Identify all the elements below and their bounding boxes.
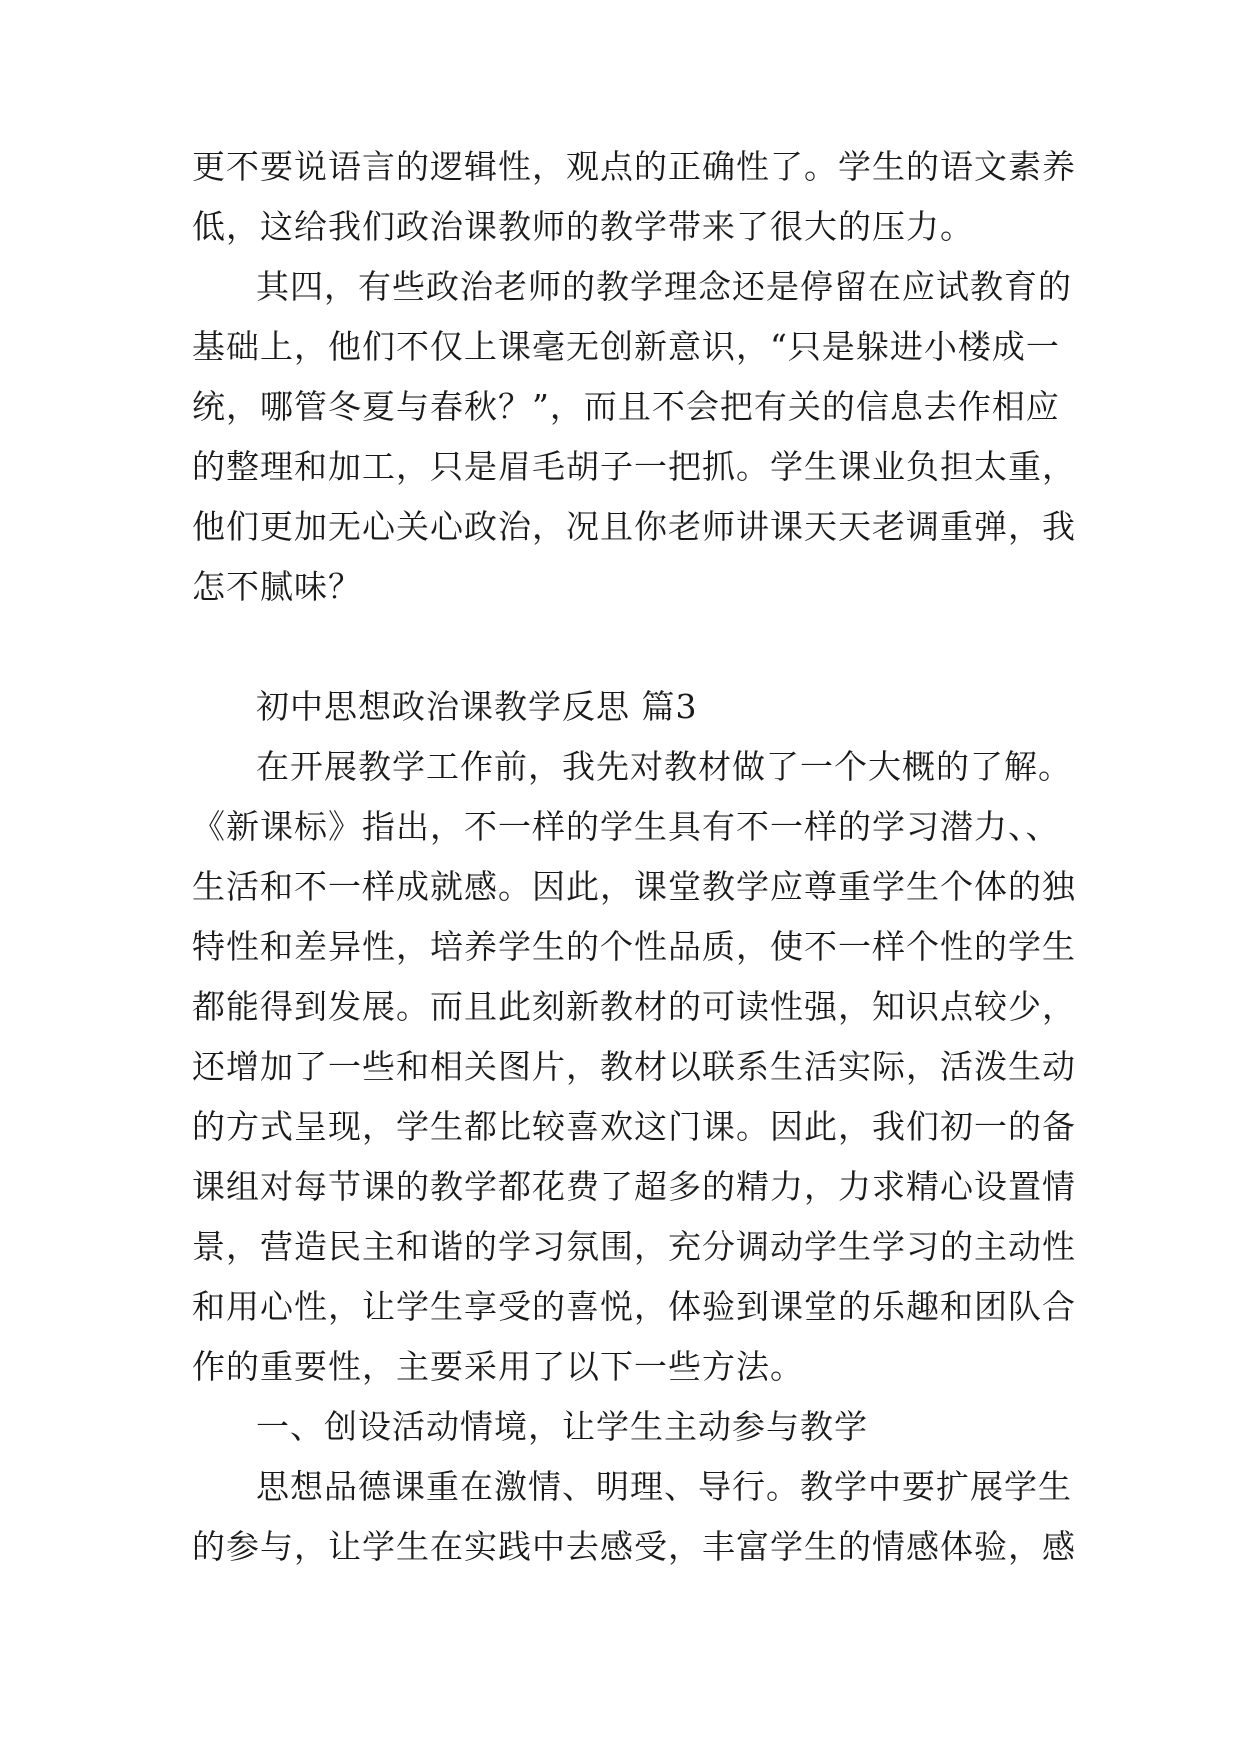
text-line: 怎不腻味？: [192, 567, 362, 606]
text-line: 其四，有些政治老师的教学理念还是停留在应试教育的: [256, 267, 1072, 306]
subheading: 一、创设活动情境，让学生主动参与教学: [256, 1407, 868, 1446]
paragraph-4: [192, 1457, 1076, 1577]
text-line: 的方式呈现，学生都比较喜欢这门课。因此，我们初一的备: [192, 1107, 1076, 1146]
section-title: 初中思想政治课教学反思 篇3: [256, 687, 698, 726]
paragraph-spacer: [192, 617, 1052, 677]
paragraph-1: [192, 137, 1076, 257]
text-line: 特性和差异性，培养学生的个性品质，使不一样个性的学生: [192, 927, 1076, 966]
text-line: 统，哪管冬夏与春秋？”，而且不会把有关的信息去作相应: [192, 387, 1060, 426]
text-line: 作的重要性，主要采用了以下一些方法。: [192, 1347, 804, 1386]
text-line: 还增加了一些和相关图片，教材以联系生活实际，活泼生动: [192, 1047, 1076, 1086]
document-body: [192, 137, 1076, 1577]
text-line: 和用心性，让学生享受的喜悦，体验到课堂的乐趣和团队合: [192, 1287, 1076, 1326]
text-line: 都能得到发展。而且此刻新教材的可读性强，知识点较少，: [192, 987, 1076, 1026]
text-line: 低，这给我们政治课教师的教学带来了很大的压力。: [192, 207, 974, 246]
text-line: 《新课标》指出，不一样的学生具有不一样的学习潜力、、: [192, 807, 1060, 846]
text-line: 课组对每节课的教学都花费了超多的精力，力求精心设置情: [192, 1167, 1076, 1206]
paragraph-3: [192, 737, 1076, 1397]
paragraph-2: [192, 257, 1076, 617]
text-line: 的整理和加工，只是眉毛胡子一把抓。学生课业负担太重，: [192, 447, 1076, 486]
text-line: 的参与，让学生在实践中去感受，丰富学生的情感体验，感: [192, 1527, 1076, 1566]
text-line: 景，营造民主和谐的学习氛围，充分调动学生学习的主动性: [192, 1227, 1076, 1266]
text-line: 他们更加无心关心政治，况且你老师讲课天天老调重弹，我: [192, 507, 1076, 546]
text-line: 更不要说语言的逻辑性，观点的正确性了。学生的语文素养: [192, 147, 1076, 186]
text-line: 生活和不一样成就感。因此，课堂教学应尊重学生个体的独: [192, 867, 1076, 906]
text-line: 基础上，他们不仅上课毫无创新意识，“只是躲进小楼成一: [192, 327, 1060, 366]
text-line: 思想品德课重在激情、明理、导行。教学中要扩展学生: [256, 1467, 1072, 1506]
text-line: 在开展教学工作前，我先对教材做了一个大概的了解。: [256, 747, 1072, 786]
